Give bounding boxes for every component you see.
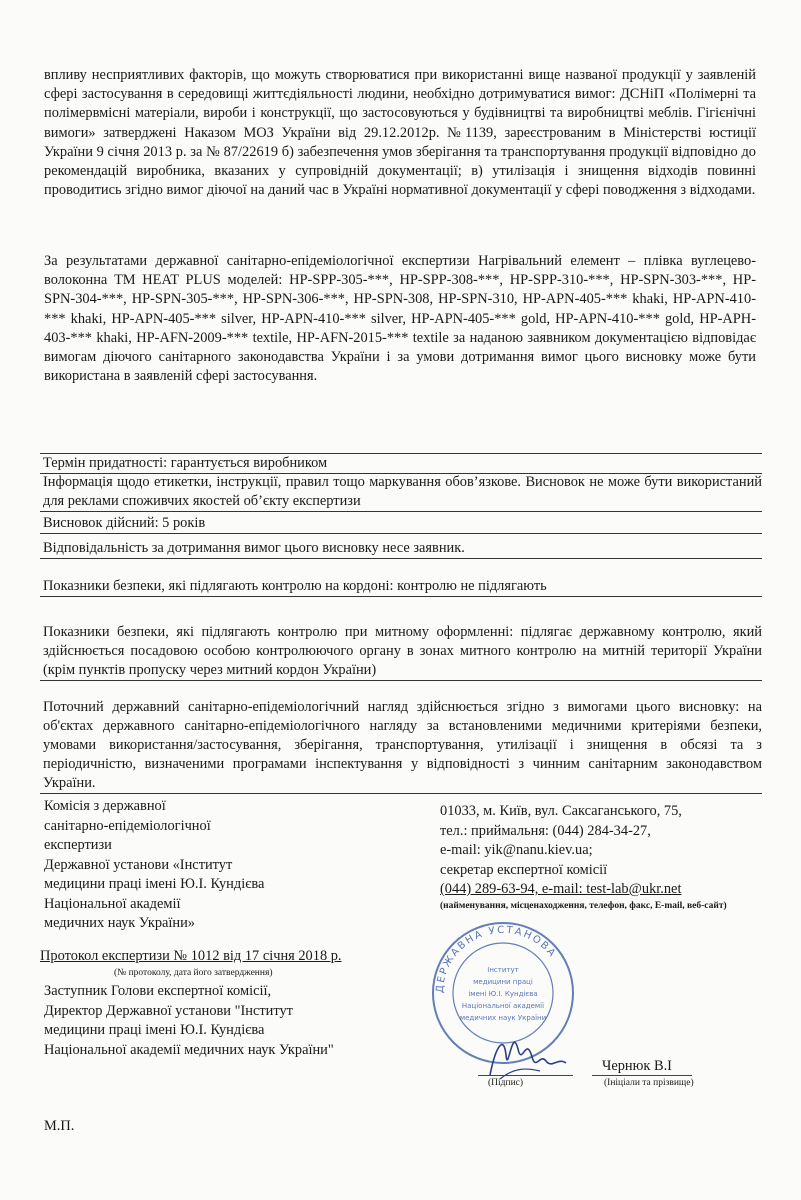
name-line — [592, 1075, 692, 1076]
signer-line: медицини праці імені Ю.І. Кундієва — [44, 1022, 265, 1038]
commission-line: експертизи — [44, 837, 112, 853]
contacts-address: 01033, м. Київ, вул. Саксаганського, 75, — [440, 803, 682, 819]
commission-line: медичних наук України» — [44, 915, 195, 931]
contacts-block — [426, 802, 727, 912]
signer-block — [44, 982, 334, 1060]
contacts-secretary-contact: (044) 289-63-94, e-mail: test-lab@ukr.net — [440, 881, 682, 897]
signer-line: Національної академії медичних наук України" — [44, 1041, 334, 1058]
commission-block — [44, 797, 264, 934]
stamp-inner-line: імені Ю.І. Кундієва — [468, 990, 538, 998]
stamp-inner-line: медицини праці — [473, 978, 533, 986]
signer-line: Директор Державної установи "Інститут — [44, 1002, 293, 1019]
protocol-line: Протокол експертизи № 1012 від 17 січня 2018 р. — [40, 948, 342, 964]
signer-line: Заступник Голови експертної комісії, — [44, 983, 272, 999]
stamp-ring-text: ДЕРЖАВНА УСТАНОВА — [434, 924, 559, 994]
shelf-life-row: Термін придатності: гарантується виробником — [40, 453, 762, 474]
border-control-row: Показники безпеки, які підлягають контролю на кордоні: контролю не підлягають — [40, 577, 762, 597]
protocol-caption: (№ протоколу, дата його затвердження) — [114, 968, 273, 978]
commission-line: Державної установи «Інститут — [44, 856, 233, 873]
responsibility-row: Відповідальність за дотримання вимог цього висновку несе заявник. — [40, 539, 762, 559]
stamp-inner-line: медичних наук України — [459, 1014, 547, 1022]
validity-row: Висновок дійсний: 5 років — [40, 514, 762, 534]
contacts-phone: тел.: приймальня: (044) 284-34-27, — [440, 822, 651, 839]
result-paragraph: За результатами державної санітарно-епідеміологічної експертизи Нагрівальний елемент – плівка вуглецево-волоконна ТМ HEAT PLUS моделей: HP-SPP-305-***, HP-SPP-308-***, HP-SPP-310-***, HP-SPN-303-***, HP-SPN-304-***, HP-SPN-305-***, HP-SPN-306-***, HP-SPN-308, HP-SPN-310, HP-APN-405-*** khaki, HP-APN-410-*** khaki, HP-APN-405-*** silver, HP-APN-410-*** silver, HP-APN-405-*** gold, HP-APN-410-*** gold, HP-APH-403-*** khaki, HP-AFN-2009-*** textile, HP-AFN-2015-*** textile за наданою заявником документацією відповідає вимогам діючого санітарного законодавства України і за умови дотримання вимог цього висновку може бути використана в заявленій сфері застосування. — [44, 253, 756, 385]
supervision-row: Поточний державний санітарно-епідеміологічний нагляд здійснюється згідно з вимогами цього висновку: на об'єктах державного санітарно-епідеміологічного нагляду за встановленими медичними критеріями безпеки, умовами використання/застосування, зберігання, транспортування, утилізації і знищення в обсязі та з періодичністю, визначеними програмами інспектування у відповідності з чинним санітарним законодавством України. — [40, 698, 762, 794]
signer-name: Чернюк В.І — [602, 1058, 672, 1074]
seal-placeholder: М.П. — [44, 1118, 75, 1134]
contacts-email: e-mail: yik@nanu.kiev.ua; — [440, 842, 593, 858]
labeling-row: Інформація щодо етикетки, інструкції, правил тощо маркування обов’язкове. Висновок не може бути використаний для реклами споживчих якостей об’єкту експертизи — [40, 473, 762, 512]
stamp-inner-line: Інститут — [487, 966, 519, 974]
signature-line — [478, 1075, 573, 1076]
stamp-inner-line: Національної академії — [461, 1002, 545, 1010]
contacts-caption: (найменування, місценаходження, телефон, факс, E-mail, веб-сайт) — [440, 900, 727, 911]
commission-line: санітарно-епідеміологічної — [44, 817, 211, 834]
signature-caption: (Підпис) — [488, 1078, 524, 1088]
intro-paragraph: впливу несприятливих факторів, що можуть створюватися при використанні вище названої продукції у заявленій сфері застосування в середовищі життєдіяльності людини, необхідно дотримуватися вимог: ДСНіП «Полімерні та полімервмісні матеріали, вироби і конструкції, що застосовуються у будівництві та виробництві меблів. Гігієнічні вимоги» затверджені Наказом МОЗ України від 29.12.2012р. №1139, зареєстрованим в Міністерстві юстиції України 9 січня 2013 р. за № 87/22619 б) забезпечення умов зберігання та транспортування продукції відповідно до рекомендацій виробника, вказаних у супровідній документації; в) утилізація і знищення відходів повинні проводитись згідно вимог діючої на даний час в Україні нормативної документації у сфері поводження з відходами. — [44, 67, 756, 199]
commission-line: Комісія з державної — [44, 798, 166, 814]
contacts-secretary: секретар експертної комісії — [440, 861, 608, 878]
name-caption: (Ініціали та прізвище) — [604, 1078, 694, 1088]
commission-line: медицини праці імені Ю.І. Кундієва — [44, 876, 265, 892]
customs-control-row: Показники безпеки, які підлягають контролю при митному оформленні: підлягає державному контролю, який здійснюється посадовою особою контролюючого органу в зонах митного контролю на митній території України (крім пунктів пропуску через митний кордон України) — [40, 623, 762, 681]
commission-line: Національної академії — [44, 895, 181, 912]
